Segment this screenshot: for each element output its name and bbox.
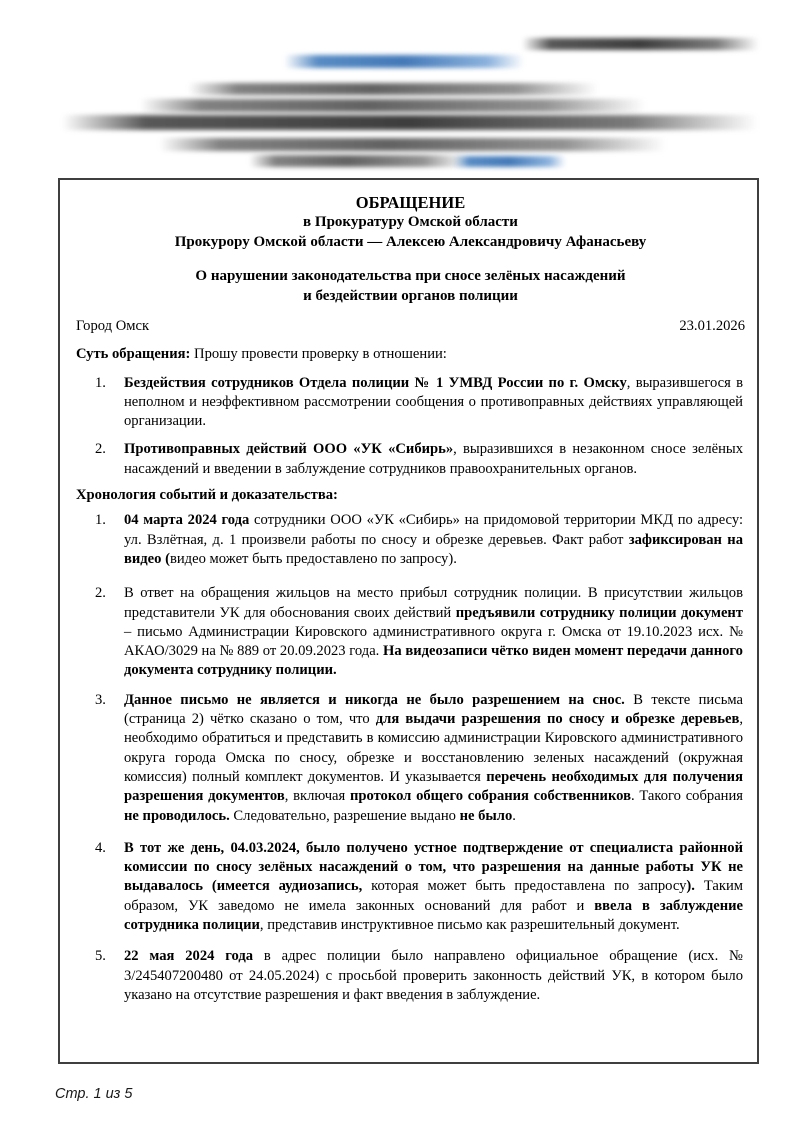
document-date: 23.01.2026: [679, 318, 745, 334]
list-number: 5.: [95, 948, 106, 965]
chronology-item: [95, 511, 743, 569]
document-frame: [58, 178, 759, 1064]
chronology-item: [95, 947, 743, 1005]
list-number: 1.: [95, 512, 106, 529]
document-title: ОБРАЩЕНИЕ: [355, 193, 466, 212]
chronology-text: 22 мая 2024 года в адрес полиции было направлено официальное обращение (исх. № 3/245407200480 от 24.05.2024) с просьбой проверить законность действий УК, в котором было указано на отсутствие разрешения и факт введения в заблуждение.: [124, 948, 743, 1003]
claims-list: [76, 374, 745, 479]
subject-line-2: и бездействии органов полиции: [303, 287, 518, 304]
addressee-line-1: в Прокуратуру Омской области: [303, 214, 518, 230]
redacted-line: [140, 99, 646, 112]
addressee-line-2: Прокурору Омской области — Алексею Александровичу Афанасьеву: [174, 233, 647, 250]
chronology-text: В тот же день, 04.03.2024, было получено устное подтверждение от специалиста районной комиссии по сносу зелёных насаждений о том, что разрешения на данные работы УК не выдавалось (имеется аудиозапись, которая может быть предоставлена по запросу). Таким образом, УК заведомо не имела законных оснований для работ и ввела в заблуждение сотрудника полиции, представив инструктивное письмо как разрешительный документ.: [124, 839, 743, 934]
city-date-row: [76, 317, 745, 336]
chronology-item: [95, 839, 743, 935]
chronology-item: [95, 691, 744, 826]
list-number: 1.: [95, 374, 106, 391]
redacted-link-line: [453, 156, 566, 167]
chronology-list: [76, 511, 745, 1005]
chronology-text: 04 марта 2024 года сотрудники ООО «УК «Сибирь» на придомовой территории МКД по адресу: ул. Взлётная, д. 1 произвели работы по сносу и обрезке деревьев. Факт работ зафиксирован на видео (видео может быть предоставлено по запросу).: [124, 512, 743, 567]
page-number: Стр. 1 из 5: [55, 1086, 133, 1102]
chronology-text: В ответ на обращения жильцов на место прибыл сотрудник полиции. В присутствии жильцов представители УК для обоснования своих действий предъявили сотруднику полиции документ – письмо Администрации Кировского административного округа г. Омска от 19.10.2023 исх. № АКАО/3029 на № 889 от 20.09.2023 года. На видеозаписи чётко виден момент передачи данного документа сотруднику полиции.: [124, 585, 744, 679]
claim-text: Противоправных действий ООО «УК «Сибирь», выразившихся в незаконном сносе зелёных насаждений и введении в заблуждение сотрудников правоохранительных органов.: [124, 441, 743, 477]
list-number: 3.: [95, 691, 106, 708]
list-number: 4.: [95, 839, 106, 856]
redacted-line: [522, 38, 759, 50]
intro-paragraph: Суть обращения: Прошу провести проверку в отношении:: [76, 346, 447, 363]
subject-line-1: О нарушении законодательства при сносе зелёных насаждений: [195, 268, 626, 284]
chronology-item: [95, 584, 744, 680]
redacted-link-line: [284, 55, 524, 68]
claim-text: Бездействия сотрудников Отдела полиции № 1 УМВД России по г. Омску, выразившегося в неполном и неэффективном рассмотрении сообщения о противоправных действиях управляющей организации.: [124, 374, 743, 430]
chronology-text: Данное письмо не является и никогда не было разрешением на снос. В тексте письма (страница 2) чётко сказано о том, что для выдачи разрешения по сносу и обрезке деревьев, необходимо обратиться и представить в комиссию администрации Кировского административного округа города Омска по сносу, обрезке и восстановлению зеленых насаждений (окружная комиссия) полный комплект документов. И указывается перечень необходимых для получения разрешения документов, включая протокол общего собрания собственников. Такого собрания не проводилось. Следовательно, разрешение выдано не было.: [124, 691, 744, 824]
redacted-line: [188, 83, 598, 95]
list-number: 2.: [95, 441, 106, 458]
claim-item: [95, 440, 743, 479]
redacted-line: [249, 155, 467, 167]
redacted-line: [62, 115, 758, 130]
claim-item: [95, 374, 743, 432]
chronology-heading: Хронология событий и доказательства:: [76, 487, 338, 504]
redacted-line: [159, 138, 666, 151]
list-number: 2.: [95, 585, 106, 602]
city-label: Город Омск: [76, 318, 150, 334]
